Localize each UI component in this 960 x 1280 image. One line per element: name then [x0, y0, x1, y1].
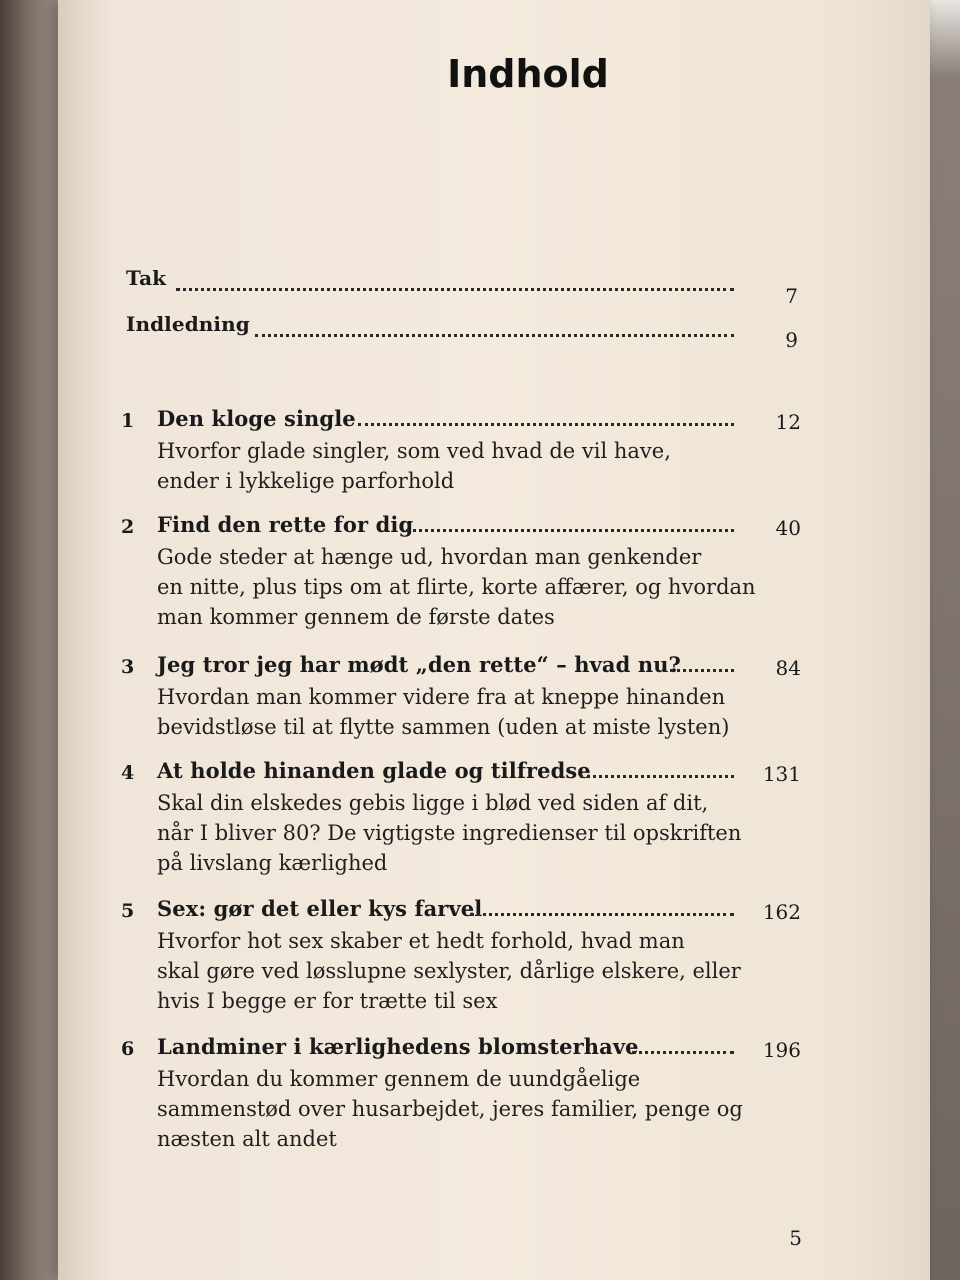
toc-entry-label: Indledning	[126, 312, 250, 336]
chapter-title: Find den rette for dig	[157, 512, 414, 537]
toc-page-number: 7	[785, 284, 798, 308]
toc-entry-label: Tak	[126, 266, 167, 290]
chapter-title: Landminer i kærlighedens blomsterhave	[157, 1034, 639, 1059]
chapter-number: 6	[121, 1038, 135, 1060]
chapter-description: Hvorfor hot sex skaber et hedt forhold, hvad man skal gøre ved løsslupne sexlyster, dårlige elskere, eller hvis I begge er for trætte til sex	[157, 929, 741, 1013]
toc-page-number: 84	[775, 656, 801, 680]
toc-chapter-1	[58, 406, 930, 493]
toc-page-number: 40	[775, 516, 801, 540]
chapter-title: Sex: gør det eller kys farvel	[157, 896, 483, 921]
chapter-number: 2	[121, 516, 135, 538]
chapter-description: Hvordan man kommer videre fra at kneppe hinanden bevidstløse til at flytte sammen (uden at miste lysten)	[157, 685, 730, 739]
toc-page-number: 9	[785, 328, 798, 352]
toc-chapter-3	[58, 652, 930, 739]
chapter-number: 1	[121, 410, 135, 432]
toc-page-number: 12	[775, 410, 801, 434]
chapter-description: Hvorfor glade singler, som ved hvad de vil have, ender i lykkelige parforhold	[157, 439, 671, 493]
dot-leader	[632, 1051, 734, 1054]
toc-entry-indledning	[58, 312, 930, 352]
toc-chapter-6	[58, 1034, 930, 1151]
chapter-title: At holde hinanden glade og tilfredse	[157, 758, 591, 783]
chapter-description: Skal din elskedes gebis ligge i blød ved siden af dit, når I bliver 80? De vigtigste ingredienser til opskriften på livslang kærlighed	[157, 791, 742, 875]
chapter-number: 4	[121, 762, 135, 784]
book-page	[58, 0, 930, 1280]
chapter-number: 5	[121, 900, 135, 922]
page-title: Indhold	[447, 52, 609, 96]
toc-entry-tak	[58, 266, 930, 308]
chapter-description: Gode steder at hænge ud, hvordan man genkender en nitte, plus tips om at flirte, korte affærer, og hvordan man kommer gennem de første dates	[157, 545, 756, 629]
dot-leader	[176, 288, 734, 291]
dot-leader	[580, 775, 734, 778]
toc-chapter-5	[58, 896, 930, 1013]
dot-leader	[406, 529, 734, 532]
toc-page-number: 162	[762, 900, 801, 924]
toc-chapter-2	[58, 512, 930, 629]
dot-leader	[358, 423, 734, 426]
toc-page-number: 196	[762, 1038, 801, 1062]
dot-leader	[670, 669, 734, 672]
chapter-description: Hvordan du kommer gennem de uundgåelige sammenstød over husarbejdet, jeres familier, penge og næsten alt andet	[157, 1067, 743, 1151]
chapter-title: Den kloge single	[157, 406, 356, 431]
toc-chapter-4	[58, 758, 930, 875]
dot-leader	[255, 334, 734, 337]
chapter-number: 3	[121, 656, 135, 678]
toc-page-number: 131	[762, 762, 801, 786]
chapter-title: Jeg tror jeg har mødt „den rette“ – hvad nu?	[157, 652, 681, 677]
dot-leader	[470, 913, 734, 916]
page-folio: 5	[789, 1226, 802, 1250]
